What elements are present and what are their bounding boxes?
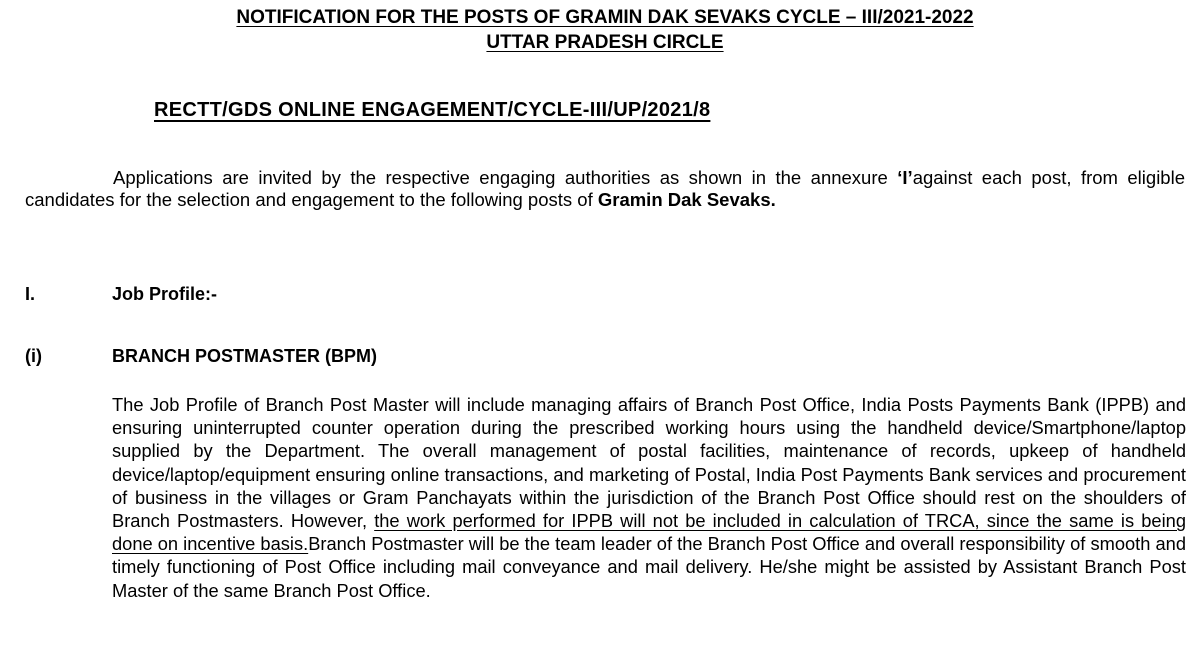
subsection-number: (i) <box>25 346 42 366</box>
intro-paragraph <box>25 167 1185 211</box>
circle-title: UTTAR PRADESH CIRCLE <box>486 32 724 53</box>
job-profile-paragraph <box>112 393 1186 602</box>
post-name: Gramin Dak Sevaks <box>597 189 771 210</box>
annexure-label: ‘I’ <box>897 167 913 188</box>
reference-number: RECTT/GDS ONLINE ENGAGEMENT/CYCLE-III/UP/2021/8 <box>154 99 711 121</box>
subsection-title: BRANCH POSTMASTER (BPM) <box>112 346 377 366</box>
section-title: Job Profile:- <box>112 284 218 304</box>
intro-text-start: Applications are invited by the respective engaging authorities as shown in the annexure <box>113 167 898 188</box>
intro-text-end: . <box>770 189 776 210</box>
notification-title: NOTIFICATION FOR THE POSTS OF GRAMIN DAK SEVAKS CYCLE – III/2021-2022 <box>236 7 974 28</box>
intro-text-middle: against each post, from eligible candidates for the selection and engagement to the following posts of <box>25 167 1185 210</box>
job-profile-text-end: Branch Postmaster will be the team leader of the Branch Post Office and overall responsibility of smooth and timely functioning of Post Office including mail conveyance and mail delivery. He/she might be assisted by Assistant Branch Post Master of the same Branch Post Office. <box>112 533 1186 601</box>
job-profile-text-start: The Job Profile of Branch Post Master will include managing affairs of Branch Post Office, India Posts Payments Bank (IPPB) and ensuring uninterrupted counter operation during the prescribed working hours using the handheld device/Smartphone/laptop supplied by the Department. The overall management of postal facilities, maintenance of records, upkeep of handheld device/laptop/equipment ensuring online transactions, and marketing of Postal, India Post Payments Bank services and procurement of business in the villages or Gram Panchayats within the jurisdiction of the Branch Post Office should rest on the shoulders of Branch Postmasters. However, <box>112 394 1186 532</box>
section-number: I. <box>25 284 36 304</box>
ippb-note-underlined: the work performed for IPPB will not be included in calculation of TRCA, since the same is being done on incentive basis. <box>112 510 1186 555</box>
